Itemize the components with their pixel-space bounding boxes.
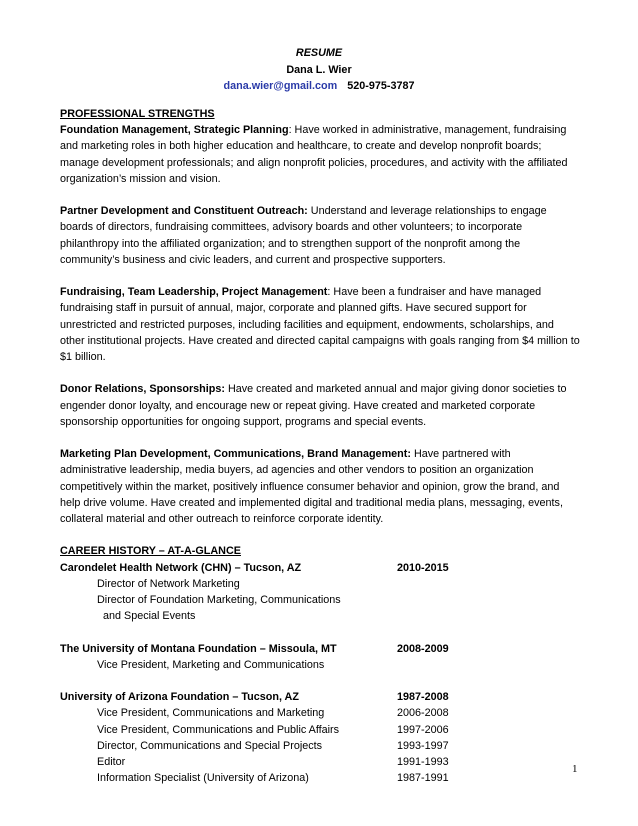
role-title: Director, Communications and Special Projects: [97, 739, 323, 752]
strength-item: Partner Development and Constituent Outreach: Understand and leverage relationships to engage boards of directors, fundraising committees, advisory boards and other volunteers; to incorporate philanthropy into the affiliated organization; and to strengthen support of the nonprofit among the community’s business and civic leaders, and current and prospective supporters.: [60, 205, 547, 266]
job-organization: Carondelet Health Network (CHN) – Tucson, AZ: [60, 561, 302, 574]
role-row: [60, 608, 580, 624]
job-years: 1987-2008: [397, 691, 449, 704]
role-row: [60, 657, 580, 673]
resume-header: [0, 45, 638, 95]
role-years: 1993-1997: [397, 739, 449, 752]
strength-item: Fundraising, Team Leadership, Project Management: Have been a fundraiser and have managed fundraising staff in pursuit of annual, major, corporate and planned gifts. Have secured support for unrestricted and restricted purposes, including facilities and equipment, endowments, scholarships, and other institutional projects. Have created and directed capital campaigns with goals ranging from $4 million to $1 billion.: [60, 286, 580, 364]
role-row: [60, 754, 580, 770]
strength-item: Marketing Plan Development, Communications, Brand Management: Have partnered with administrative leadership, media buyers, ad agencies and other vendors to position an organization competitively within the market, positively influence consumer behavior and opinion, grow the brand, and help drive volume. Have created and implemented digital and traditional media plans, messaging, events, collateral material and other outreach to reinforce corporate identity.: [60, 448, 563, 526]
role-row: [60, 722, 580, 738]
role-title: Director of Foundation Marketing, Communications: [97, 594, 341, 607]
job-organization: University of Arizona Foundation – Tucson, AZ: [60, 691, 299, 704]
job-organization: The University of Montana Foundation – Missoula, MT: [60, 642, 337, 655]
role-row: [60, 738, 580, 754]
job-entry: [60, 560, 580, 576]
document-title: RESUME: [295, 47, 343, 59]
role-title: Director of Network Marketing: [97, 577, 240, 590]
job-years: 2010-2015: [397, 561, 449, 574]
candidate-name: Dana L. Wier: [286, 63, 352, 76]
role-title: Information Specialist (University of Arizona): [97, 772, 309, 785]
phone-number: 520-975-3787: [347, 80, 415, 92]
career-heading: CAREER HISTORY – AT-A-GLANCE: [60, 545, 241, 558]
page-number: 1: [572, 763, 578, 775]
role-title: Vice President, Communications and Marketing: [97, 707, 325, 720]
role-row: [60, 770, 580, 786]
strengths-heading: PROFESSIONAL STRENGTHS: [60, 108, 215, 120]
role-years: 1991-1993: [397, 756, 449, 769]
role-title: Vice President, Marketing and Communications: [97, 658, 325, 671]
job-entry: [60, 689, 580, 705]
strength-item: Donor Relations, Sponsorships: Have created and marketed annual and major giving donor societies to engender donor loyalty, and encourage new or repeat giving. Have created and marketed corporate sponsorship opportunities for ongoing support, programs and special events.: [60, 383, 567, 428]
strength-item: Foundation Management, Strategic Planning: Have worked in administrative, management, fundraising and marketing roles in both higher education and healthcare, to create and develop nonprofit boards; manage development professionals; and align nonprofit policies, procedures, and activity with the affiliated organization’s mission and vision.: [60, 124, 568, 185]
role-years: 1987-1991: [397, 772, 449, 785]
job-years: 2008-2009: [397, 642, 449, 655]
email-address[interactable]: dana.wier@gmail.com: [223, 80, 338, 92]
role-title: Editor: [97, 756, 126, 769]
role-title: and Special Events: [97, 610, 196, 623]
contact-line: [0, 78, 638, 95]
resume-body: [60, 106, 580, 786]
role-row: [60, 576, 580, 592]
role-row: [60, 592, 580, 608]
role-title: Vice President, Communications and Public Affairs: [97, 723, 340, 736]
role-row: [60, 705, 580, 721]
role-years: 1997-2006: [397, 723, 449, 736]
role-years: 2006-2008: [397, 707, 449, 720]
job-entry: [60, 641, 580, 657]
